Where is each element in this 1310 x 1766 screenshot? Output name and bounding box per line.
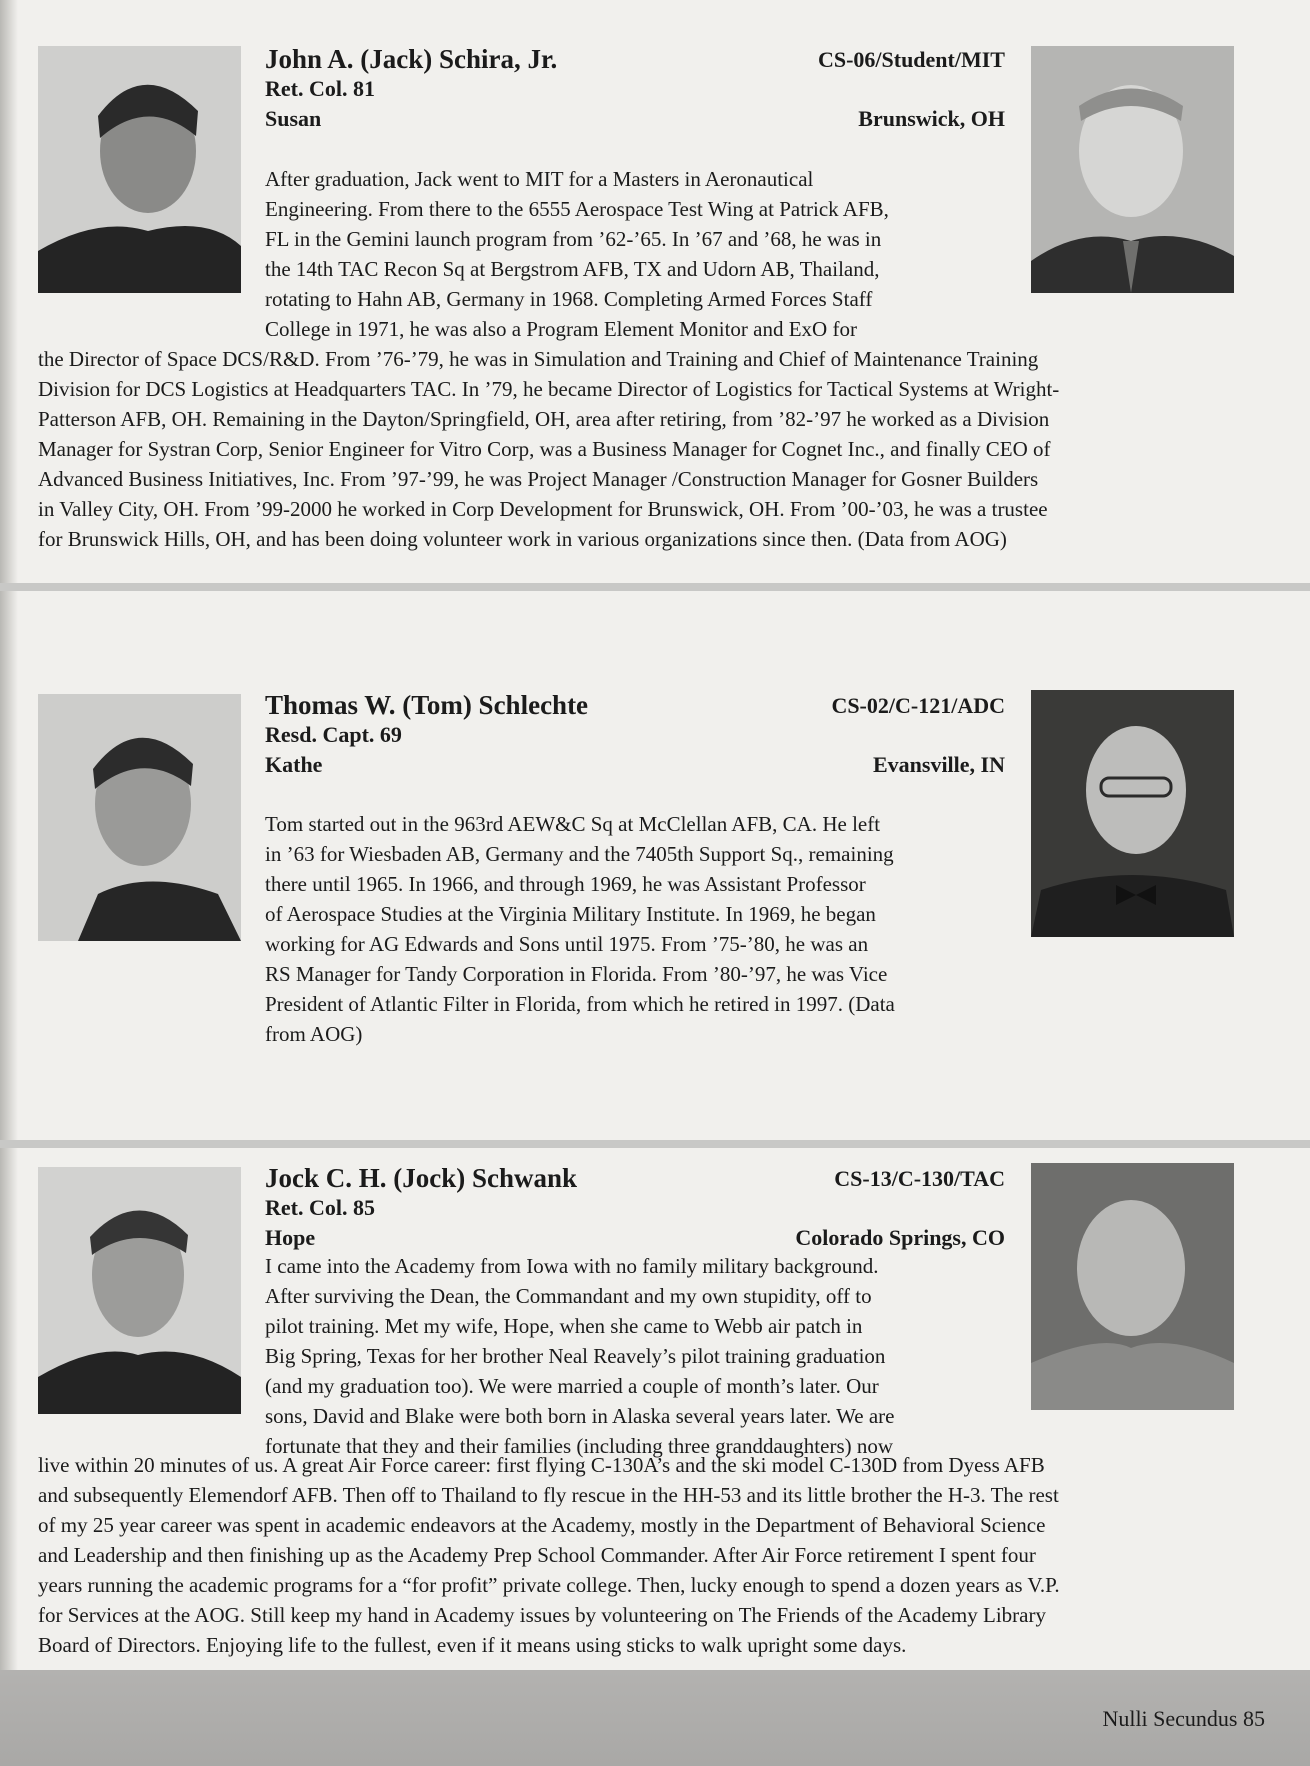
section-divider [0, 1140, 1310, 1148]
bio-paragraph [265, 164, 1005, 344]
portrait-silhouette-icon [38, 694, 241, 941]
bio-paragraph [265, 1251, 1005, 1461]
bio-line: and Leadership and then finishing up as the Academy Prep School Commander. After Air Force retirement I spent four [38, 1543, 1036, 1567]
bio-line: the 14th TAC Recon Sq at Bergstrom AFB, TX and Udorn AB, Thailand, [265, 257, 880, 281]
bio-line: I came into the Academy from Iowa with no family military background. [265, 1254, 879, 1278]
squadron-code: CS-02/C-121/ADC [831, 693, 1005, 718]
page-binding-shadow [0, 0, 18, 1766]
cadet-portrait-photo [38, 46, 241, 293]
bio-line: Big Spring, Texas for her brother Neal Reavely’s pilot training graduation [265, 1344, 886, 1368]
bio-line: from AOG) [265, 1022, 363, 1046]
bio-line: for Brunswick Hills, OH, and has been doing volunteer work in various organizations since then. (Data from AOG) [38, 527, 1007, 551]
bio-line: Division for DCS Logistics at Headquarters TAC. In ’79, he became Director of Logistics for Tactical Systems at Wright- [38, 377, 1060, 401]
bio-paragraph [265, 809, 1005, 1049]
cadet-portrait-photo [38, 694, 241, 941]
hometown: Evansville, IN [872, 752, 1005, 777]
spouse-name: Hope [265, 1225, 316, 1250]
current-portrait-photo [1031, 46, 1234, 293]
bio-line: College in 1971, he was also a Program Element Monitor and ExO for [265, 317, 857, 341]
person-name: John A. (Jack) Schira, Jr. [265, 44, 558, 74]
bio-paragraph-continued [38, 344, 1238, 554]
bio-line: FL in the Gemini launch program from ’62-’65. In ’67 and ’68, he was in [265, 227, 882, 251]
bio-line: and subsequently Elemendorf AFB. Then off to Thailand to fly rescue in the HH-53 and its little brother the H-3. The rest [38, 1483, 1059, 1507]
person-name: Thomas W. (Tom) Schlechte [265, 690, 589, 720]
spouse-name: Kathe [265, 752, 323, 777]
bio-paragraph-continued [38, 1450, 1238, 1660]
rank-year: Ret. Col. 81 [265, 76, 375, 101]
page-footer [0, 1670, 1310, 1766]
bio-line: sons, David and Blake were both born in Alaska several years later. We are [265, 1404, 895, 1428]
footer-page-label: Nulli Secundus 85 [1102, 1706, 1265, 1731]
hometown: Colorado Springs, CO [795, 1225, 1005, 1250]
bio-line: of my 25 year career was spent in academic endeavors at the Academy, mostly in the Department of Behavioral Science [38, 1513, 1046, 1537]
squadron-code: CS-06/Student/MIT [817, 47, 1005, 72]
section-divider [0, 583, 1310, 591]
bio-line: in ’63 for Wiesbaden AB, Germany and the 7405th Support Sq., remaining [265, 842, 894, 866]
rank-year: Resd. Capt. 69 [265, 722, 402, 747]
person-name: Jock C. H. (Jock) Schwank [265, 1163, 578, 1193]
bio-line: Engineering. From there to the 6555 Aerospace Test Wing at Patrick AFB, [265, 197, 889, 221]
bio-line: working for AG Edwards and Sons until 1975. From ’75-’80, he was an [265, 932, 869, 956]
current-portrait-photo [1031, 690, 1234, 937]
bio-line: rotating to Hahn AB, Germany in 1968. Completing Armed Forces Staff [265, 287, 873, 311]
bio-line: fortunate that they and their families (including three granddaughters) now [265, 1434, 894, 1458]
rank-year: Ret. Col. 85 [265, 1195, 375, 1220]
bio-line: Advanced Business Initiatives, Inc. From ’97-’99, he was Project Manager /Construction Manager for Gosner Builders [38, 467, 1039, 491]
bio-line: Manager for Systran Corp, Senior Engineer for Vitro Corp, was a Business Manager for Cognet Inc., and finally CEO of [38, 437, 1051, 461]
portrait-silhouette-icon [38, 1167, 241, 1414]
bio-line: After graduation, Jack went to MIT for a Masters in Aeronautical [265, 167, 814, 191]
portrait-silhouette-icon [1031, 46, 1234, 293]
bio-line: pilot training. Met my wife, Hope, when she came to Webb air patch in [265, 1314, 863, 1338]
portrait-silhouette-icon [1031, 690, 1234, 937]
bio-line: years running the academic programs for a “for profit” private college. Then, lucky enough to spend a dozen years as V.P. [38, 1573, 1060, 1597]
bio-line: in Valley City, OH. From ’99-2000 he worked in Corp Development for Brunswick, OH. From ’00-’03, he was a trustee [38, 497, 1048, 521]
bio-line: Board of Directors. Enjoying life to the fullest, even if it means using sticks to walk upright some days. [38, 1633, 907, 1657]
bio-line: live within 20 minutes of us. A great Air Force career: first flying C-130A’s and the ski model C-130D from Dyess AFB [38, 1453, 1045, 1477]
bio-line: Tom started out in the 963rd AEW&C Sq at McClellan AFB, CA. He left [265, 812, 881, 836]
bio-line: RS Manager for Tandy Corporation in Florida. From ’80-’97, he was Vice [265, 962, 888, 986]
bio-line: the Director of Space DCS/R&D. From ’76-’79, he was in Simulation and Training and Chief of Maintenance Training [38, 347, 1039, 371]
bio-line: After surviving the Dean, the Commandant and my own stupidity, off to [265, 1284, 872, 1308]
cadet-portrait-photo [38, 1167, 241, 1414]
hometown: Brunswick, OH [858, 106, 1005, 131]
portrait-silhouette-icon [1031, 1163, 1234, 1410]
bio-line: of Aerospace Studies at the Virginia Military Institute. In 1969, he began [265, 902, 876, 926]
bio-line: Patterson AFB, OH. Remaining in the Dayton/Springfield, OH, area after retiring, from ’82-’97 he worked as a Division [38, 407, 1050, 431]
bio-line: there until 1965. In 1966, and through 1969, he was Assistant Professor [265, 872, 866, 896]
bio-line: (and my graduation too). We were married a couple of month’s later. Our [265, 1374, 879, 1398]
squadron-code: CS-13/C-130/TAC [834, 1166, 1005, 1191]
current-portrait-photo [1031, 1163, 1234, 1410]
bio-line: President of Atlantic Filter in Florida, from which he retired in 1997. (Data [265, 992, 895, 1016]
bio-line: for Services at the AOG. Still keep my hand in Academy issues by volunteering on The Friends of the Academy Library [38, 1603, 1046, 1627]
portrait-silhouette-icon [38, 46, 241, 293]
spouse-name: Susan [265, 106, 322, 131]
